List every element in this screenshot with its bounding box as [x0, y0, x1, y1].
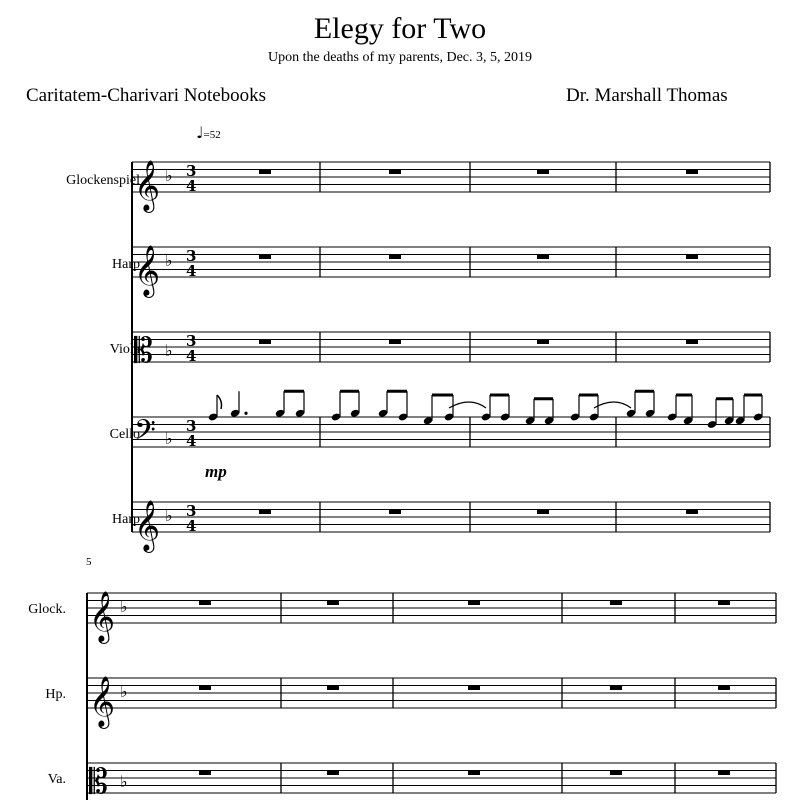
whole-rest — [468, 686, 480, 690]
dynamic-marking: mp — [205, 462, 227, 481]
key-flat-icon: ♭ — [165, 341, 173, 360]
time-signature-bottom: 4 — [186, 262, 197, 280]
time-signature-bottom: 4 — [186, 517, 197, 535]
bass-clef-icon: 𝄢 — [134, 414, 156, 454]
tempo-value: =52 — [203, 129, 221, 141]
whole-rest — [718, 686, 730, 690]
whole-rest — [468, 771, 480, 775]
whole-rest — [718, 771, 730, 775]
time-signature-top: 3 — [186, 162, 197, 180]
whole-rest — [537, 510, 549, 514]
alto-clef-icon: 𝄡 — [89, 762, 108, 800]
instrument-label-harp: Harp — [112, 257, 140, 272]
instrument-label-va: Va. — [47, 772, 66, 787]
whole-rest — [259, 170, 271, 174]
whole-rest — [389, 255, 401, 259]
key-flat-icon: ♭ — [165, 251, 173, 270]
whole-rest — [610, 601, 622, 605]
time-signature-bottom: 4 — [186, 177, 197, 195]
instrument-label-hp: Hp. — [45, 687, 66, 702]
key-flat-icon: ♭ — [165, 429, 173, 448]
time-signature-top: 3 — [186, 502, 197, 520]
measure-number: 5 — [86, 556, 92, 568]
note-flag — [217, 395, 222, 409]
whole-rest — [389, 340, 401, 344]
quarter-note-icon: ♩ — [196, 123, 204, 142]
whole-rest — [537, 170, 549, 174]
whole-rest — [686, 510, 698, 514]
whole-rest — [686, 170, 698, 174]
whole-rest — [686, 340, 698, 344]
notation-marks — [87, 160, 776, 800]
note-dot — [244, 412, 247, 415]
whole-rest — [259, 255, 271, 259]
treble-clef-icon: 𝄞 — [134, 245, 161, 296]
whole-rest — [537, 255, 549, 259]
whole-rest — [610, 686, 622, 690]
whole-rest — [199, 686, 211, 690]
whole-rest — [199, 771, 211, 775]
time-signature-bottom: 4 — [186, 432, 197, 450]
treble-clef-icon: 𝄞 — [89, 591, 116, 642]
key-flat-icon: ♭ — [165, 166, 173, 185]
time-signature-bottom: 4 — [186, 347, 197, 365]
whole-rest — [199, 601, 211, 605]
tie — [594, 402, 631, 408]
whole-rest — [259, 340, 271, 344]
whole-rest — [327, 771, 339, 775]
key-flat-icon: ♭ — [120, 597, 128, 616]
whole-rest — [327, 601, 339, 605]
instrument-label-viola: Viola — [109, 342, 140, 357]
time-signature-top: 3 — [186, 332, 197, 350]
time-signature-top: 3 — [186, 417, 197, 435]
key-flat-icon: ♭ — [120, 772, 128, 791]
instrument-label-glock: Glock. — [28, 602, 66, 617]
treble-clef-icon: 𝄞 — [134, 160, 161, 211]
treble-clef-icon: 𝄞 — [134, 500, 161, 551]
tie — [449, 402, 486, 408]
whole-rest — [686, 255, 698, 259]
key-flat-icon: ♭ — [165, 506, 173, 525]
treble-clef-icon: 𝄞 — [89, 676, 116, 727]
whole-rest — [327, 686, 339, 690]
whole-rest — [610, 771, 622, 775]
composer-label: Dr. Marshall Thomas — [566, 85, 728, 106]
instrument-label-harp-2: Harp — [112, 512, 140, 527]
whole-rest — [389, 170, 401, 174]
time-signature-top: 3 — [186, 247, 197, 265]
alto-clef-icon: 𝄡 — [134, 331, 153, 371]
key-flat-icon: ♭ — [120, 682, 128, 701]
publisher-label: Caritatem-Charivari Notebooks — [26, 85, 267, 106]
instrument-label-glockenspiel: Glockenspiel — [66, 173, 140, 188]
whole-rest — [389, 510, 401, 514]
instrument-label-cello: Cello — [109, 427, 140, 442]
score-subtitle: Upon the deaths of my parents, Dec. 3, 5, 2019 — [268, 50, 532, 65]
whole-rest — [259, 510, 271, 514]
whole-rest — [537, 340, 549, 344]
whole-rest — [718, 601, 730, 605]
whole-rest — [468, 601, 480, 605]
score-title: Elegy for Two — [313, 12, 487, 45]
